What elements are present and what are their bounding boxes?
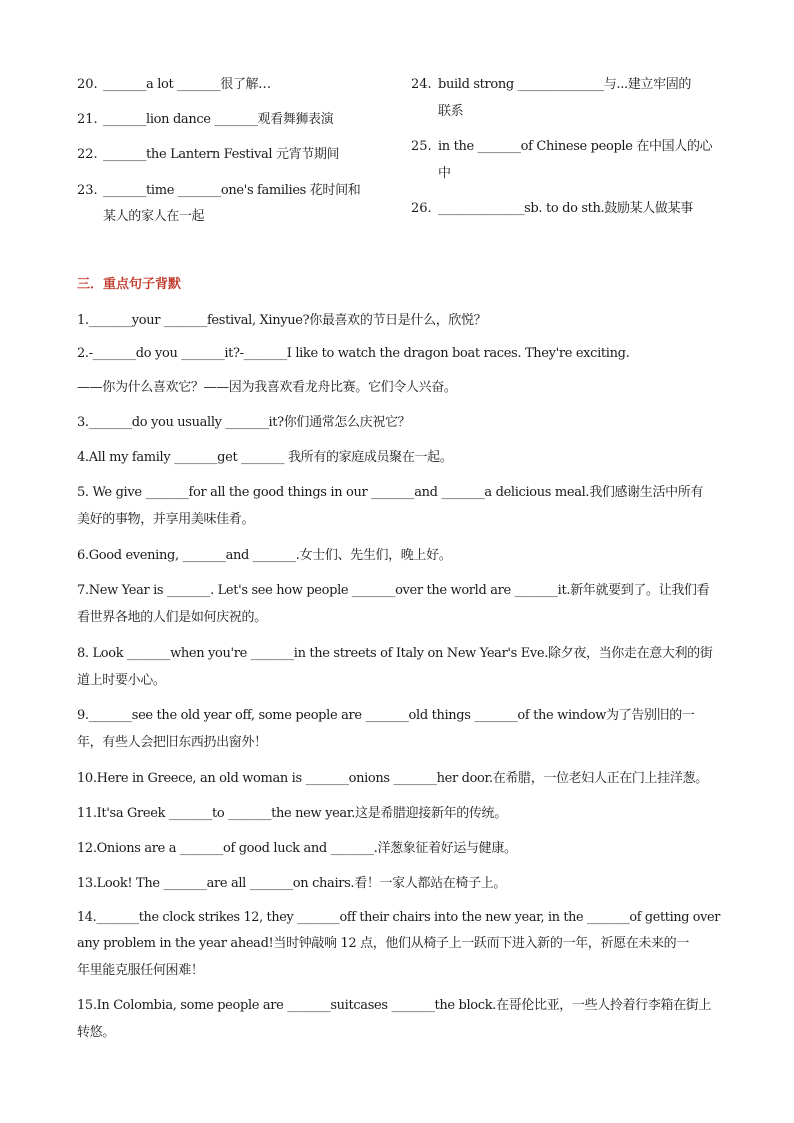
vocab-number: 26. <box>411 201 432 216</box>
sentence-line: 5. We give _______for all the good things in our _______and _______a delicious meal.我们感谢生活中所有 <box>77 485 704 500</box>
sentence-line: 14._______the clock strikes 12, they _______off their chairs into the new year, in the _______of getting over <box>77 910 721 925</box>
sentence-line: 道上时要小心。 <box>77 673 166 688</box>
sentence-line: 9._______see the old year off, some people are _______old things _______of the window为了告别旧的一 <box>77 708 695 723</box>
sentence-line: 10.Here in Greece, an old woman is _______onions _______her door.在希腊，一位老妇人正在门上挂洋葱。 <box>77 771 708 786</box>
vocab-item-continued: 中 <box>438 166 451 181</box>
vocab-item-continued: 联系 <box>438 104 464 119</box>
sentence-line: 7.New Year is _______. Let's see how people _______over the world are _______it.新年就要到了。让我们看 <box>77 583 710 598</box>
section-heading: 三．重点句子背默 <box>77 277 182 292</box>
sentence-line: 美好的事物，并享用美味佳肴。 <box>77 512 255 527</box>
sentence-line: 转悠。 <box>77 1025 115 1040</box>
vocab-item: _______time _______one's families 花时间和 <box>103 183 361 198</box>
vocab-item-continued: 某人的家人在一起 <box>103 209 205 224</box>
vocab-number: 21. <box>77 112 98 127</box>
sentence-line: 13.Look! The _______are all _______on chairs.看！一家人都站在椅子上。 <box>77 876 507 891</box>
vocab-item: in the _______of Chinese people 在中国人的心 <box>438 139 713 154</box>
vocab-number: 22. <box>77 147 98 162</box>
sentence-line: 12.Onions are a _______of good luck and _______.洋葱象征着好运与健康。 <box>77 841 517 856</box>
sentence-line: 3._______do you usually _______it?你们通常怎么庆祝它？ <box>77 415 411 430</box>
sentence-line: 8. Look _______when you're _______in the streets of Italy on New Year's Eve.除夕夜，当你走在意大利的街 <box>77 646 713 661</box>
sentence-line: 4.All my family _______get _______ 我所有的家庭成员聚在一起。 <box>77 450 453 465</box>
vocab-item: build strong ______________与...建立牢固的 <box>438 77 692 92</box>
vocab-item: _______a lot _______很了解… <box>103 77 271 92</box>
vocab-number: 23. <box>77 183 98 198</box>
sentence-line: ——你为什么喜欢它？——因为我喜欢看龙舟比赛。它们令人兴奋。 <box>77 380 457 395</box>
vocab-number: 24. <box>411 77 432 92</box>
sentence-line: 15.In Colombia, some people are _______suitcases _______the block.在哥伦比亚，一些人拎着行李箱在街上 <box>77 998 712 1013</box>
vocab-item: ______________sb. to do sth.鼓励某人做某事 <box>438 201 693 216</box>
sentence-line: 年，有些人会把旧东西扔出窗外！ <box>77 735 267 750</box>
sentence-line: 看世界各地的人们是如何庆祝的。 <box>77 610 267 625</box>
vocab-item: _______lion dance _______观看舞狮表演 <box>103 112 334 127</box>
sentence-line: 年里能克服任何困难！ <box>77 963 204 978</box>
sentence-line: any problem in the year ahead!当时钟敲响 12 点，他们从椅子上一跃而下进入新的一年，祈愿在未来的一 <box>77 936 689 951</box>
sentence-line: 6.Good evening, _______and _______.女士们、先生们，晚上好。 <box>77 548 452 563</box>
vocab-number: 25. <box>411 139 432 154</box>
vocab-number: 20. <box>77 77 98 92</box>
sentence-line: 1._______your _______festival, Xinyue?你最喜欢的节日是什么，欣悦？ <box>77 313 487 328</box>
sentence-line: 2.-_______do you _______it?-_______I like to watch the dragon boat races. They're exciting. <box>77 346 630 361</box>
vocab-item: _______the Lantern Festival 元宵节期间 <box>103 147 340 162</box>
sentence-line: 11.It'sa Greek _______to _______the new year.这是希腊迎接新年的传统。 <box>77 806 507 821</box>
